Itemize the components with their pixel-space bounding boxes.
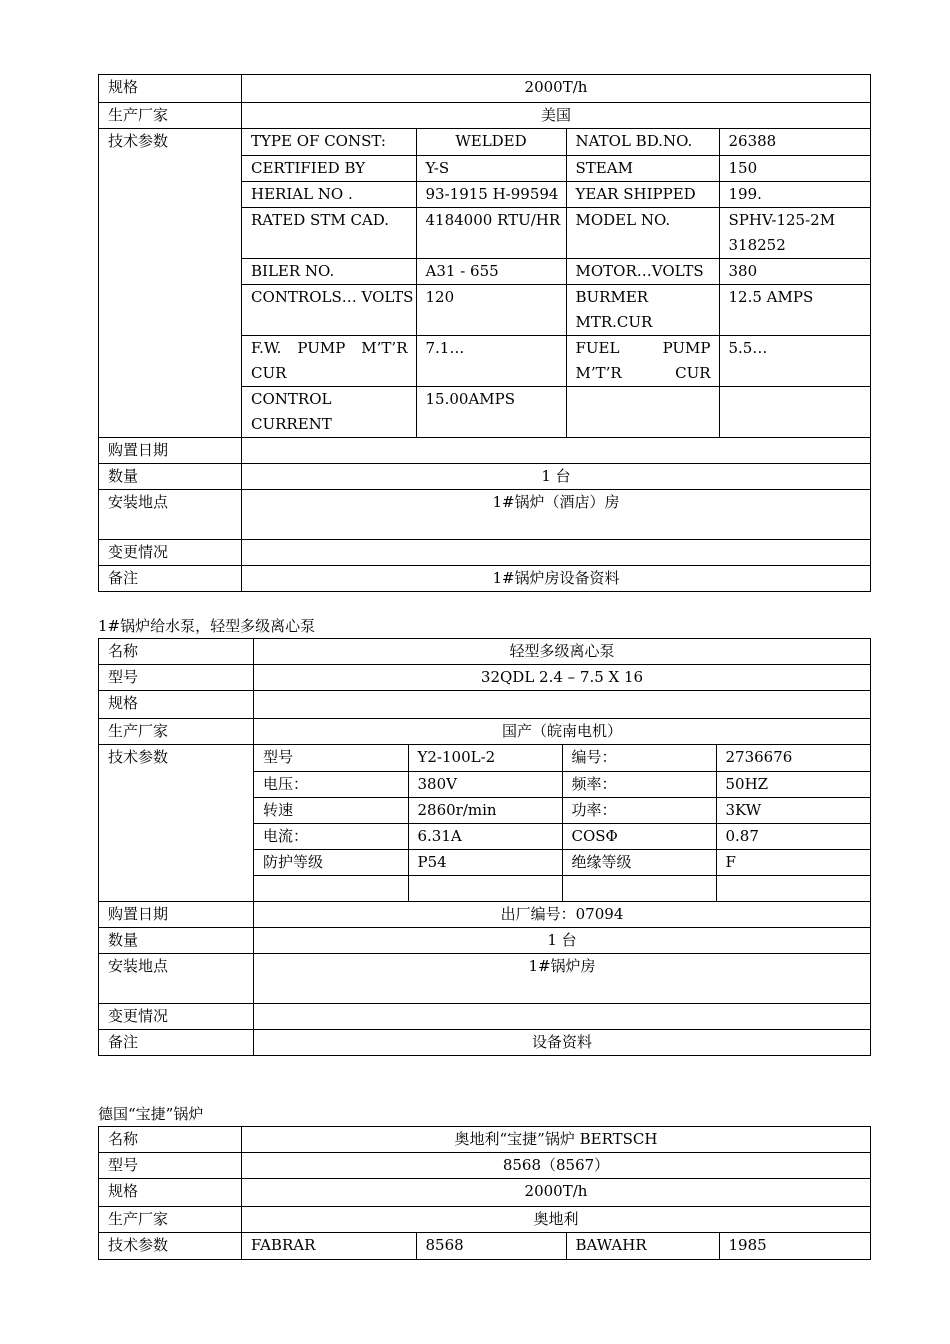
row-label: 规格 (99, 1179, 242, 1207)
row-label: 名称 (99, 1127, 242, 1153)
param-cell: COSΦ (562, 823, 716, 849)
param-cell: 15.00AMPS (416, 386, 566, 437)
param-cell: Y2-100L-2 (408, 745, 562, 771)
param-cell: 150 (719, 155, 871, 181)
param-cell: 26388 (719, 129, 871, 155)
param-cell: NATOL BD.NO. (566, 129, 719, 155)
param-cell (716, 875, 871, 901)
row-label: 备注 (99, 1030, 254, 1056)
row-value: 轻型多级离心泵 (254, 639, 871, 665)
param-cell: CONTROL CURRENT (242, 386, 416, 437)
param-cell: 电流： (254, 823, 408, 849)
param-cell: 7.1… (416, 335, 566, 386)
row-value: 设备资料 (254, 1030, 871, 1056)
param-cell: F (716, 849, 871, 875)
param-cell (566, 386, 719, 437)
param-cell: 3KW (716, 797, 871, 823)
tech-params-table (242, 129, 871, 437)
param-cell: 380V (408, 771, 562, 797)
param-cell: 6.31A (408, 823, 562, 849)
param-cell: CONTROLS… VOLTS (242, 284, 416, 335)
row-value: 2000T/h (242, 1179, 871, 1207)
param-cell: CERTIFIED BY (242, 155, 416, 181)
param-cell: 编号： (562, 745, 716, 771)
row-value (242, 437, 871, 463)
param-cell: 8568 (416, 1233, 566, 1259)
param-cell: 2736676 (716, 745, 871, 771)
param-cell: YEAR SHIPPED (566, 181, 719, 207)
param-cell: 1985 (728, 1236, 767, 1254)
param-cell: FUEL PUMP M’T’R CUR (566, 335, 719, 386)
param-cell: 转速 (254, 797, 408, 823)
row-label: 生产厂家 (99, 103, 242, 129)
row-label: 安装地点 (99, 489, 242, 539)
param-cell: 绝缘等级 (562, 849, 716, 875)
section-caption: 1#锅炉给水泵，轻型多级离心泵 (98, 617, 316, 635)
row-label: 购置日期 (99, 902, 254, 928)
row-label: 名称 (99, 639, 254, 665)
param-cell: MODEL NO. (566, 207, 719, 258)
bertsch-boiler-table (98, 1126, 871, 1260)
param-cell: 频率： (562, 771, 716, 797)
row-label: 型号 (99, 1153, 242, 1179)
param-cell: BAWAHR (566, 1233, 719, 1259)
param-cell: 93-1915 H-99594 (416, 181, 566, 207)
param-cell (562, 875, 716, 901)
param-cell: P54 (408, 849, 562, 875)
param-cell: MOTOR…VOLTS (566, 258, 719, 284)
row-label: 数量 (99, 928, 254, 954)
param-cell: 型号 (254, 745, 408, 771)
param-cell: F.W. PUMP M’T’R CUR (242, 335, 416, 386)
row-value: 1 台 (254, 928, 871, 954)
tech-params-cell (254, 745, 871, 902)
param-cell: RATED STM CAD. (242, 207, 416, 258)
row-value: 美国 (242, 103, 871, 129)
row-value (242, 539, 871, 565)
param-cell: 5.5… (719, 335, 871, 386)
param-cell: 380 (719, 258, 871, 284)
param-cell: 电压： (254, 771, 408, 797)
tech-params-cell (242, 1233, 871, 1260)
row-value: 8568（8567） (242, 1153, 871, 1179)
row-value: 奥地利 (242, 1207, 871, 1233)
row-value: 1 台 (242, 463, 871, 489)
param-cell: Y-S (416, 155, 566, 181)
row-value: 出厂编号：07094 (254, 902, 871, 928)
row-label: 变更情况 (99, 1004, 254, 1030)
param-cell: 0.87 (716, 823, 871, 849)
param-cell: WELDED (416, 129, 566, 155)
param-cell: 12.5 AMPS (719, 284, 871, 335)
param-cell: HERIAL NO . (242, 181, 416, 207)
row-label: 型号 (99, 665, 254, 691)
row-value: 32QDL 2.4 – 7.5 X 16 (254, 665, 871, 691)
param-cell: 防护等级 (254, 849, 408, 875)
row-value: 国产（皖南电机） (254, 719, 871, 745)
tech-params-table (254, 745, 871, 901)
row-label: 数量 (99, 463, 242, 489)
param-cell: 4184000 RTU/HR (416, 207, 566, 258)
row-label: 生产厂家 (99, 719, 254, 745)
param-cell (254, 875, 408, 901)
param-cell: STEAM (566, 155, 719, 181)
row-label: 规格 (99, 691, 254, 719)
row-value (254, 1004, 871, 1030)
tech-params-table (242, 1233, 871, 1259)
param-cell: 功率： (562, 797, 716, 823)
row-label: 安装地点 (99, 954, 254, 1004)
feed-pump-table (98, 638, 871, 1056)
row-label: 备注 (99, 565, 242, 591)
boiler-spec-table (98, 74, 871, 592)
param-cell: 50HZ (716, 771, 871, 797)
row-value: 奥地利“宝捷”锅炉 BERTSCH (242, 1127, 871, 1153)
param-cell (719, 386, 871, 437)
param-cell: A31 - 655 (416, 258, 566, 284)
row-value: 1#锅炉房设备资料 (242, 565, 871, 591)
param-cell: 120 (416, 284, 566, 335)
row-label: 技术参数 (99, 1233, 242, 1260)
row-label: 规格 (99, 75, 242, 103)
row-value: 1#锅炉（酒店）房 (242, 489, 871, 539)
param-cell: FABRAR (242, 1233, 416, 1259)
row-label: 技术参数 (99, 745, 254, 902)
param-cell: BURMER MTR.CUR (566, 284, 719, 335)
param-cell: TYPE OF CONST: (242, 129, 416, 155)
row-label: 变更情况 (99, 539, 242, 565)
row-value: 2000T/h (242, 75, 871, 103)
row-label: 技术参数 (99, 129, 242, 438)
row-label: 购置日期 (99, 437, 242, 463)
tech-params-cell (242, 129, 871, 438)
param-cell: BILER NO. (242, 258, 416, 284)
row-value: 1#锅炉房 (254, 954, 871, 1004)
section-caption: 德国“宝捷”锅炉 (98, 1105, 204, 1123)
param-cell: 2860r/min (408, 797, 562, 823)
param-cell: SPHV-125-2M 318252 (719, 207, 871, 258)
param-cell: 199. (719, 181, 871, 207)
row-label: 生产厂家 (99, 1207, 242, 1233)
param-cell (408, 875, 562, 901)
row-value (254, 691, 871, 719)
